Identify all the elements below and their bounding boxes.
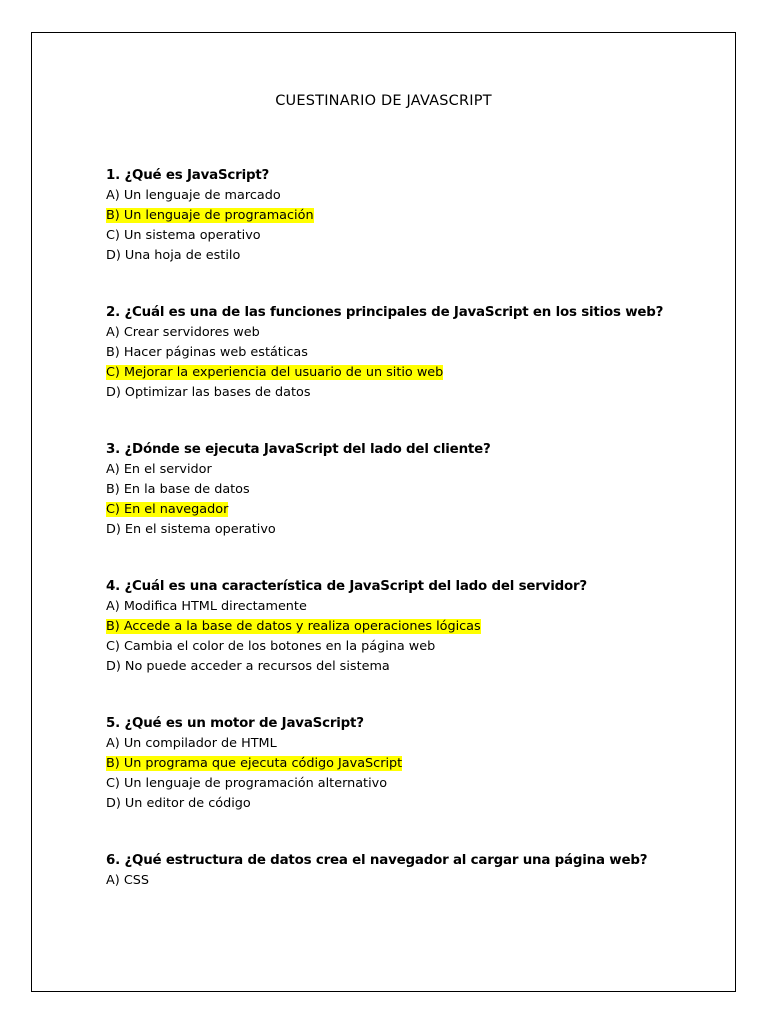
option-text: B) En la base de datos xyxy=(106,482,250,497)
question-3 xyxy=(106,440,716,540)
question-text: 3. ¿Dónde se ejecuta JavaScript del lado del cliente? xyxy=(106,442,491,457)
option-d xyxy=(106,383,716,403)
option-d xyxy=(106,246,716,266)
option-text: D) No puede acceder a recursos del sistema xyxy=(106,659,390,674)
option-a xyxy=(106,871,716,891)
option-text: C) Un sistema operativo xyxy=(106,228,261,243)
question-5 xyxy=(106,714,716,814)
option-text: B) Un lenguaje de programación xyxy=(106,208,314,223)
option-a xyxy=(106,186,716,206)
option-a xyxy=(106,460,716,480)
option-b xyxy=(106,480,716,500)
question-text: 1. ¿Qué es JavaScript? xyxy=(106,168,270,183)
option-d xyxy=(106,657,716,677)
option-c-highlighted xyxy=(106,500,716,520)
question-2 xyxy=(106,303,716,403)
question-6 xyxy=(106,851,716,891)
option-text: A) En el servidor xyxy=(106,462,212,477)
option-text: A) Un lenguaje de marcado xyxy=(106,188,281,203)
option-b-highlighted xyxy=(106,206,716,226)
document-page xyxy=(31,32,736,992)
option-text: D) Un editor de código xyxy=(106,796,251,811)
question-text: 5. ¿Qué es un motor de JavaScript? xyxy=(106,716,364,731)
option-a xyxy=(106,597,716,617)
question-1 xyxy=(106,166,716,266)
option-text: C) Un lenguaje de programación alternativo xyxy=(106,776,388,791)
question-text: 6. ¿Qué estructura de datos crea el navegador al cargar una página web? xyxy=(106,853,648,868)
option-d xyxy=(106,520,716,540)
option-text: C) Cambia el color de los botones en la página web xyxy=(106,639,436,654)
option-text: A) CSS xyxy=(106,873,149,888)
option-c xyxy=(106,774,716,794)
option-text: D) En el sistema operativo xyxy=(106,522,276,537)
question-text: 2. ¿Cuál es una de las funciones principales de JavaScript en los sitios web? xyxy=(106,305,664,320)
option-b xyxy=(106,343,716,363)
option-text: B) Un programa que ejecuta código JavaScript xyxy=(106,756,403,771)
option-text: A) Un compilador de HTML xyxy=(106,736,277,751)
option-a xyxy=(106,734,716,754)
option-text: D) Optimizar las bases de datos xyxy=(106,385,311,400)
question-text: 4. ¿Cuál es una característica de JavaScript del lado del servidor? xyxy=(106,579,587,594)
option-text: A) Crear servidores web xyxy=(106,325,260,340)
option-d xyxy=(106,794,716,814)
option-text: A) Modifica HTML directamente xyxy=(106,599,307,614)
option-c-highlighted xyxy=(106,363,716,383)
option-text: C) En el navegador xyxy=(106,502,229,517)
option-text: B) Accede a la base de datos y realiza operaciones lógicas xyxy=(106,619,481,634)
option-text: D) Una hoja de estilo xyxy=(106,248,241,263)
document-title: CUESTINARIO DE JAVASCRIPT xyxy=(275,93,492,109)
question-4 xyxy=(106,577,716,677)
option-a xyxy=(106,323,716,343)
option-text: C) Mejorar la experiencia del usuario de un sitio web xyxy=(106,365,444,380)
option-c xyxy=(106,226,716,246)
option-b-highlighted xyxy=(106,617,716,637)
option-b-highlighted xyxy=(106,754,716,774)
option-c xyxy=(106,637,716,657)
option-text: B) Hacer páginas web estáticas xyxy=(106,345,308,360)
